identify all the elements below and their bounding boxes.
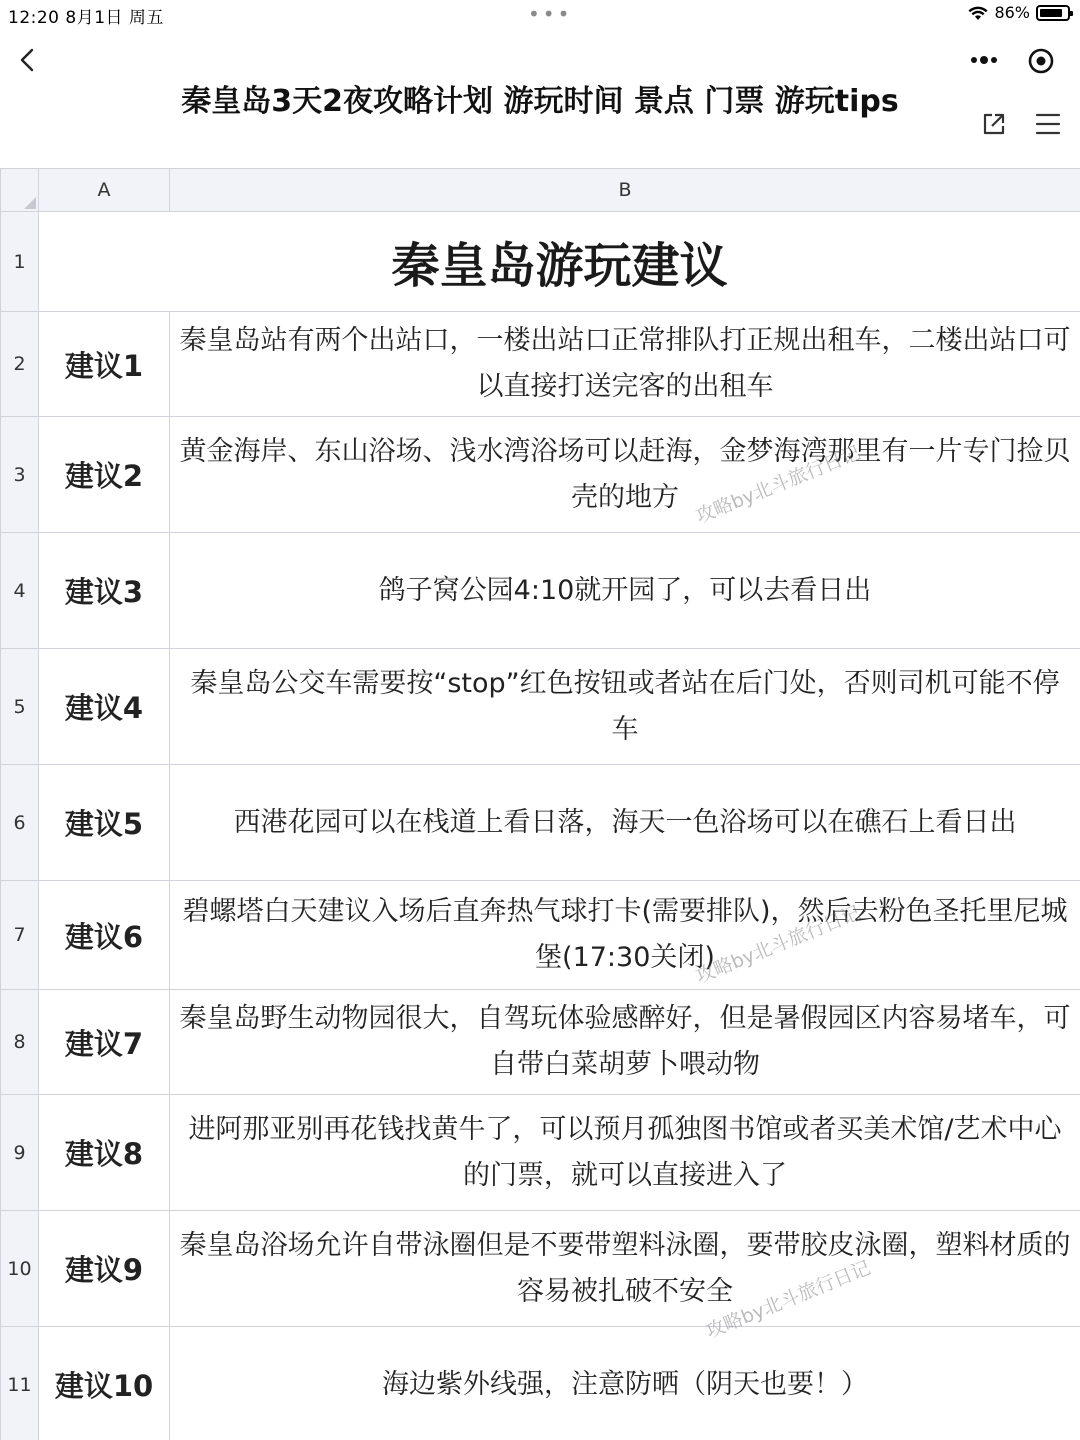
tip-text-cell[interactable]: 进阿那亚别再花钱找黄牛了，可以预月孤独图书馆或者买美术馆/艺术中心的门票，就可以直接进入了: [170, 1095, 1080, 1211]
row-header[interactable]: 6: [1, 765, 39, 881]
watermark-text: 攻略by北斗旅行日记: [692, 901, 864, 988]
tip-label-cell[interactable]: 建议5: [39, 765, 170, 881]
tip-label-cell[interactable]: 建议3: [39, 533, 170, 649]
spreadsheet[interactable]: [0, 168, 1080, 1440]
row-header-1[interactable]: 1: [1, 212, 39, 312]
status-bar: [0, 0, 1080, 28]
tip-label-cell[interactable]: 建议2: [39, 417, 170, 533]
battery-icon: [1036, 5, 1070, 21]
row-header[interactable]: 10: [1, 1211, 39, 1327]
table-row: [1, 417, 1080, 533]
table-row: [1, 312, 1080, 417]
table-row: [1, 1211, 1080, 1327]
table-row: [1, 1327, 1080, 1440]
tip-text-cell[interactable]: 西港花园可以在栈道上看日落，海天一色浴场可以在礁石上看日出: [170, 765, 1080, 881]
sheet-table: [0, 168, 1080, 1440]
hamburger-menu-icon[interactable]: [1034, 110, 1062, 138]
tip-label-cell[interactable]: 建议6: [39, 881, 170, 990]
row-header[interactable]: 11: [1, 1327, 39, 1440]
tip-text-cell[interactable]: 秦皇岛站有两个出站口，一楼出站口正常排队打正规出租车，二楼出站口可以直接打送完客的出租车: [170, 312, 1080, 417]
table-row: [1, 1095, 1080, 1211]
watermark-text: 攻略by北斗旅行日记: [692, 441, 864, 528]
battery-percent: 86%: [994, 3, 1030, 22]
table-row: [1, 649, 1080, 765]
row-header[interactable]: 7: [1, 881, 39, 990]
tip-text-cell[interactable]: 秦皇岛公交车需要按“stop”红色按钮或者站在后门处，否则司机可能不停车: [170, 649, 1080, 765]
select-all-corner[interactable]: [1, 169, 39, 212]
table-row: [1, 533, 1080, 649]
tip-text-cell[interactable]: 碧螺塔白天建议入场后直奔热气球打卡(需要排队)，然后去粉色圣托里尼城堡(17:30关闭): [170, 881, 1080, 990]
column-header-a[interactable]: A: [39, 169, 170, 212]
record-circle-icon[interactable]: [1026, 46, 1056, 76]
tip-label-cell[interactable]: 建议8: [39, 1095, 170, 1211]
tip-label-cell[interactable]: 建议1: [39, 312, 170, 417]
row-header[interactable]: 5: [1, 649, 39, 765]
battery-fill: [1040, 9, 1062, 17]
tip-text-cell[interactable]: 鸽子窝公园4:10就开园了，可以去看日出: [170, 533, 1080, 649]
multitask-dots[interactable]: •••: [528, 2, 573, 26]
status-indicators: [968, 3, 1070, 22]
row-header[interactable]: 8: [1, 990, 39, 1095]
chevron-left-icon[interactable]: [14, 46, 42, 74]
tip-label-cell[interactable]: 建议9: [39, 1211, 170, 1327]
wifi-icon: [968, 5, 988, 21]
tip-text-cell[interactable]: 秦皇岛野生动物园很大，自驾玩体验感醉好，但是暑假园区内容易堵车，可自带白菜胡萝卜喂动物: [170, 990, 1080, 1095]
row-header[interactable]: 9: [1, 1095, 39, 1211]
sheet-title-cell[interactable]: 秦皇岛游玩建议: [39, 212, 1080, 312]
row-header[interactable]: 4: [1, 533, 39, 649]
watermark-text: 攻略by北斗旅行日记: [702, 1256, 874, 1343]
column-header-b[interactable]: B: [170, 169, 1080, 212]
table-row: [1, 990, 1080, 1095]
table-row: [1, 881, 1080, 990]
tip-text-cell[interactable]: 海边紫外线强，注意防晒（阴天也要！）: [170, 1327, 1080, 1440]
tip-label-cell[interactable]: 建议7: [39, 990, 170, 1095]
more-dots-icon[interactable]: [966, 48, 1002, 72]
tip-label-cell[interactable]: 建议10: [39, 1327, 170, 1440]
tip-text-cell[interactable]: 黄金海岸、东山浴场、浅水湾浴场可以赶海，金梦海湾那里有一片专门捡贝壳的地方: [170, 417, 1080, 533]
row-header[interactable]: 2: [1, 312, 39, 417]
row-header[interactable]: 3: [1, 417, 39, 533]
tip-text-cell[interactable]: 秦皇岛浴场允许自带泳圈但是不要带塑料泳圈，要带胶皮泳圈，塑料材质的容易被扎破不安全: [170, 1211, 1080, 1327]
status-time: 12:20 8月1日 周五: [8, 8, 164, 28]
table-row: [1, 765, 1080, 881]
tip-label-cell[interactable]: 建议4: [39, 649, 170, 765]
page-title: 秦皇岛3天2夜攻略计划 游玩时间 景点 门票 游玩tips: [181, 84, 899, 119]
share-external-icon[interactable]: [980, 110, 1008, 138]
